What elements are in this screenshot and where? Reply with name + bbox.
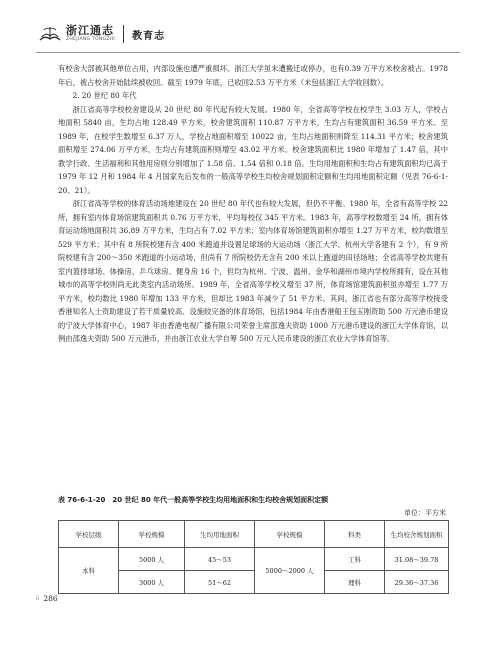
cell-scale: 3000 人	[119, 571, 185, 594]
paragraph-2: 浙江省高等学校校舍建设从 20 世纪 80 年代起有较大发展。1980 年，全省高等学校在校学生 3.03 万人，学校占地面积 5840 亩，生均占地 128.49 平方米，校舍建筑面积 110.87 万平方米，生均占有建筑面积 36.59 平方米。至 1989 年，在校学生数增至 6.37 万人，学校占地面积增至 10022 亩，生均占地面积则降至 114.31 平方米；校舍建筑面积增至 274.06 万平方米，生均占有建筑面积则增至 43.02 平方米。校舍建筑面积比 1980 年增加了 1.47 倍，其中教学行政、生活福利和其他用房则分别增加了 1.58 倍、1.54 倍和 0.18 倍。生均用地面积和生均占有建筑面积均已高于 1979 年 12 月和 1984 年 4 月国家先后发布的一般高等学校生均校舍规划面积定额和生均用地面积定额（见表 76-6-1-20、21）。	[58, 104, 448, 195]
table-unit: 单位：平方米	[404, 509, 446, 517]
logo-subtitle: ZHEJIANG TONGZHI	[66, 37, 116, 43]
section-heading: 2. 20 世纪 80 年代	[72, 91, 137, 100]
paragraph-1: 有校舍大部被其他单位占用，内部设施也遭严重损坏。浙江大学虽未遭搬迁或停办，也有0.39 万平方米校舍被占。1978 年后，被占校舍开始陆续被收回。截至 1979 年底，已收回2.53 万平方米（未包括浙江大学收回数）。	[58, 64, 448, 87]
table-row	[59, 548, 449, 571]
section-title: 教育志	[132, 30, 166, 42]
table-header-row	[59, 521, 449, 548]
page-header	[38, 18, 458, 50]
logo-title: 浙江通志	[66, 24, 114, 38]
cell-building-area: 29.36～37.36	[385, 571, 449, 594]
page-footer	[36, 594, 58, 603]
page-number: 286	[43, 594, 58, 603]
cell-land-area: 45～53	[185, 548, 255, 571]
cell-scale-2: 5000～2000 人	[255, 548, 325, 594]
logo-text	[66, 25, 115, 43]
cell-land-area: 51～62	[185, 571, 255, 594]
page-marker-icon: ⁞⁞	[36, 595, 40, 602]
header-land-area: 生均用地面积	[185, 521, 255, 548]
cell-level: 本科	[59, 548, 119, 594]
table-caption: 表 76-6-1-20 20 世纪 80 年代一般高等学校生均用地面积和生均校舍规划面积定额	[58, 496, 329, 504]
cell-subject: 工科	[325, 548, 385, 571]
standards-table	[58, 520, 449, 594]
cell-scale: 5000 人	[119, 548, 185, 571]
paragraph-3: 浙江省高等学校的体育活动场地建设在 20 世纪 80 年代也有较大发展，但仍不平衡。1980 年，全省有高等学校 22 所，拥有室内体育场馆建筑面积共 0.76 万平方米，平均每校仅 345 平方米。1983 年，高等学校数增至 24 所，拥有体育运动场地面积共 36.89 万平方米，生均占有 7.02 平方米；室内体育场馆建筑面积亦增至 1.27 万平方米，校均数增至 529 平方米；其中有 8 所院校建有含 400 米跑道并设置足球场的大运动场（浙江大学、杭州大学各建有 2 个），有 9 所院校建有含 200～350 米跑道的小运动场，但尚有 7 所院校仍无含有 200 米以上跑道的田径场地；全省高等学校共建有室内篮排球场、体操房、乒乓球房、健身房 16 个，但均为杭州、宁波、温州、金华和湖州市境内学校所拥有，设在其他城市的高等学校则尚无此类室内活动场所。1989 年，全省高等学校又增至 37 所，体育场馆建筑面积虽亦增至 1.77 万平方米，校均数比 1980 年增加 133 平方米，但却比 1983 年减少了 51 平方米。其间，浙江省也有部分高等学校接受香港知名人士资助建设了若干质量较高、设施较完备的体育场馆，包括1984 年由香港船王包玉刚资助 500 万元港币建设的宁波大学体育中心，1987 年由香港电视广播有限公司荣誉主席邵逸夫资助 1000 万元港币建设的浙江大学体育馆，以例由邵逸夫资助 500 万元港币，并由浙江农业大学自筹 500 万元人民币建设的浙江农业大学体育馆等。	[58, 199, 448, 343]
header-rule	[36, 52, 460, 53]
header-subject: 科类	[325, 521, 385, 548]
header-level: 学校层级	[59, 521, 119, 548]
header-scale: 学校规模	[119, 521, 185, 548]
header-building-area: 生均校舍规划面积	[385, 521, 449, 548]
cell-subject: 理科	[325, 571, 385, 594]
cell-building-area: 31.08～39.78	[385, 548, 449, 571]
body-text	[58, 62, 448, 346]
header-scale-2: 学校规模	[255, 521, 325, 548]
book-logo-icon	[38, 22, 62, 46]
header-divider	[123, 25, 124, 43]
